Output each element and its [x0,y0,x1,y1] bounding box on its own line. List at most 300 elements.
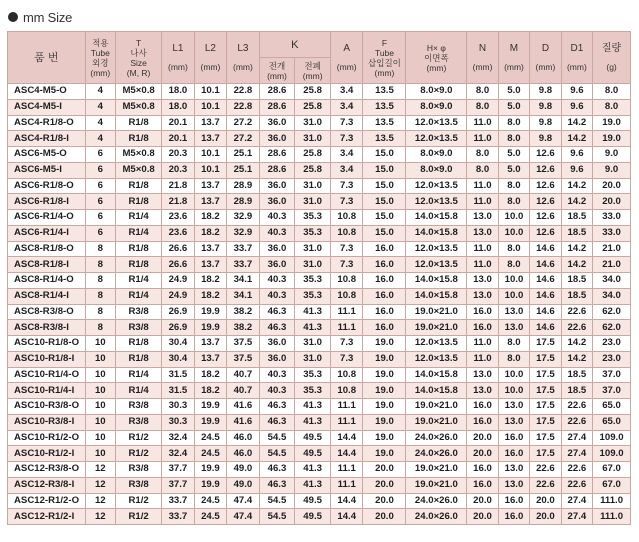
cell-weight: 8.0 [593,99,631,115]
cell-k-close: 35.3 [295,383,331,399]
header-tube-od: 적용 Tube 외경 (mm) [85,32,115,84]
cell-k-open: 28.6 [259,99,295,115]
cell-f: 15.0 [363,162,406,178]
cell-m: 16.0 [498,493,529,509]
cell-l2: 13.7 [194,336,227,352]
cell-l2: 18.2 [194,225,227,241]
cell-tube-od: 10 [85,383,115,399]
cell-m: 8.0 [498,194,529,210]
cell-tube-od: 8 [85,288,115,304]
cell-tube-od: 8 [85,273,115,289]
cell-d: 9.8 [530,99,561,115]
table-row [8,304,631,320]
cell-hxphi: 14.0×15.8 [406,288,467,304]
cell-d1: 14.2 [561,194,592,210]
cell-f: 19.0 [363,351,406,367]
table-row [8,162,631,178]
cell-l1: 33.7 [162,509,195,525]
cell-k-close: 41.3 [295,399,331,415]
cell-d1: 22.6 [561,399,592,415]
table-row [8,225,631,241]
cell-d: 12.6 [530,194,561,210]
cell-a: 11.1 [330,399,363,415]
cell-l2: 13.7 [194,115,227,131]
cell-n: 16.0 [467,414,498,430]
cell-d1: 9.6 [561,84,592,100]
cell-model: ASC6-R1/8-I [8,194,86,210]
cell-d: 17.5 [530,336,561,352]
cell-tube-od: 12 [85,462,115,478]
cell-a: 10.8 [330,210,363,226]
cell-thread-size: R1/4 [116,273,162,289]
cell-model: ASC10-R1/2-I [8,446,86,462]
cell-l3: 37.5 [227,336,260,352]
cell-model: ASC8-R3/8-I [8,320,86,336]
cell-d1: 27.4 [561,493,592,509]
cell-f: 19.0 [363,383,406,399]
cell-n: 13.0 [467,367,498,383]
table-row [8,147,631,163]
cell-tube-od: 10 [85,336,115,352]
cell-d: 12.6 [530,210,561,226]
cell-tube-od: 8 [85,241,115,257]
cell-k-close: 31.0 [295,241,331,257]
header-k-close: 전폐 (mm) [295,58,331,84]
cell-model: ASC10-R3/8-I [8,414,86,430]
cell-weight: 9.0 [593,147,631,163]
cell-a: 3.4 [330,84,363,100]
cell-k-close: 31.0 [295,351,331,367]
table-row [8,178,631,194]
cell-weight: 109.0 [593,430,631,446]
header-k-open: 전개 (mm) [259,58,295,84]
table-row [8,131,631,147]
cell-model: ASC6-M5-I [8,162,86,178]
cell-l3: 28.9 [227,194,260,210]
cell-k-open: 46.3 [259,414,295,430]
cell-d: 22.6 [530,462,561,478]
cell-f: 15.0 [363,194,406,210]
cell-hxphi: 19.0×21.0 [406,320,467,336]
cell-d1: 9.6 [561,162,592,178]
cell-weight: 67.0 [593,462,631,478]
cell-thread-size: R1/2 [116,446,162,462]
cell-a: 10.8 [330,225,363,241]
cell-l1: 30.4 [162,351,195,367]
cell-n: 8.0 [467,99,498,115]
cell-m: 16.0 [498,446,529,462]
cell-f: 16.0 [363,273,406,289]
table-row [8,414,631,430]
cell-m: 8.0 [498,351,529,367]
cell-l3: 22.8 [227,99,260,115]
cell-n: 13.0 [467,225,498,241]
cell-l1: 23.6 [162,210,195,226]
cell-f: 16.0 [363,288,406,304]
cell-tube-od: 6 [85,178,115,194]
cell-l3: 47.4 [227,509,260,525]
cell-tube-od: 10 [85,399,115,415]
cell-l1: 24.9 [162,273,195,289]
cell-d: 14.6 [530,241,561,257]
cell-tube-od: 6 [85,194,115,210]
cell-thread-size: R3/8 [116,320,162,336]
header-weight: 질량 (g) [593,32,631,84]
cell-l3: 40.7 [227,367,260,383]
cell-a: 10.8 [330,273,363,289]
cell-model: ASC8-R3/8-O [8,304,86,320]
cell-m: 5.0 [498,99,529,115]
cell-tube-od: 4 [85,84,115,100]
cell-l3: 38.2 [227,320,260,336]
cell-f: 13.5 [363,115,406,131]
cell-a: 3.4 [330,99,363,115]
cell-tube-od: 10 [85,414,115,430]
cell-weight: 33.0 [593,225,631,241]
cell-d1: 18.5 [561,383,592,399]
cell-d: 14.6 [530,320,561,336]
cell-k-close: 31.0 [295,194,331,210]
cell-k-open: 28.6 [259,147,295,163]
cell-a: 14.4 [330,446,363,462]
section-title [8,8,72,26]
cell-d: 12.6 [530,178,561,194]
cell-tube-od: 6 [85,210,115,226]
cell-m: 13.0 [498,320,529,336]
cell-hxphi: 12.0×13.5 [406,241,467,257]
table-row [8,210,631,226]
cell-l1: 31.5 [162,367,195,383]
cell-model: ASC8-R1/8-O [8,241,86,257]
cell-thread-size: R1/4 [116,210,162,226]
cell-hxphi: 14.0×15.8 [406,367,467,383]
cell-m: 10.0 [498,383,529,399]
cell-f: 19.0 [363,336,406,352]
cell-a: 10.8 [330,288,363,304]
cell-k-open: 36.0 [259,257,295,273]
cell-model: ASC6-R1/8-O [8,178,86,194]
cell-n: 11.0 [467,241,498,257]
cell-thread-size: R3/8 [116,462,162,478]
cell-l3: 22.8 [227,84,260,100]
cell-tube-od: 10 [85,367,115,383]
cell-n: 11.0 [467,131,498,147]
cell-a: 7.3 [330,351,363,367]
cell-n: 11.0 [467,194,498,210]
cell-d1: 22.6 [561,414,592,430]
cell-weight: 21.0 [593,241,631,257]
table-row [8,320,631,336]
cell-d: 17.5 [530,383,561,399]
cell-tube-od: 8 [85,320,115,336]
cell-m: 10.0 [498,210,529,226]
cell-l2: 19.9 [194,414,227,430]
cell-k-close: 31.0 [295,115,331,131]
cell-l3: 34.1 [227,288,260,304]
cell-l2: 19.9 [194,462,227,478]
cell-d: 9.8 [530,84,561,100]
cell-k-close: 41.3 [295,320,331,336]
cell-weight: 34.0 [593,288,631,304]
cell-l1: 20.1 [162,131,195,147]
cell-model: ASC4-M5-O [8,84,86,100]
cell-d1: 27.4 [561,509,592,525]
table-row [8,509,631,525]
cell-l2: 19.9 [194,320,227,336]
cell-m: 13.0 [498,399,529,415]
cell-hxphi: 8.0×9.0 [406,162,467,178]
cell-d1: 14.2 [561,131,592,147]
bullet-icon [8,12,18,22]
cell-m: 13.0 [498,477,529,493]
cell-l2: 18.2 [194,383,227,399]
cell-l2: 24.5 [194,509,227,525]
cell-n: 20.0 [467,446,498,462]
cell-tube-od: 6 [85,225,115,241]
cell-f: 16.0 [363,257,406,273]
cell-m: 13.0 [498,462,529,478]
cell-l1: 26.9 [162,320,195,336]
cell-model: ASC10-R1/8-O [8,336,86,352]
cell-k-open: 40.3 [259,383,295,399]
cell-k-close: 41.3 [295,414,331,430]
cell-l2: 19.9 [194,304,227,320]
table-row [8,351,631,367]
cell-tube-od: 10 [85,430,115,446]
cell-hxphi: 14.0×15.8 [406,210,467,226]
cell-weight: 67.0 [593,477,631,493]
cell-a: 7.3 [330,115,363,131]
cell-l1: 21.8 [162,178,195,194]
cell-tube-od: 6 [85,147,115,163]
cell-a: 7.3 [330,178,363,194]
header-d1: D1 (mm) [561,32,592,84]
cell-f: 20.0 [363,462,406,478]
cell-k-open: 40.3 [259,225,295,241]
cell-hxphi: 14.0×15.8 [406,225,467,241]
cell-n: 11.0 [467,351,498,367]
table-row [8,336,631,352]
cell-weight: 111.0 [593,509,631,525]
cell-d: 14.6 [530,304,561,320]
cell-thread-size: R1/8 [116,241,162,257]
cell-k-open: 40.3 [259,367,295,383]
table-row [8,257,631,273]
cell-hxphi: 19.0×21.0 [406,399,467,415]
cell-n: 16.0 [467,477,498,493]
cell-tube-od: 12 [85,477,115,493]
cell-tube-od: 6 [85,162,115,178]
section-title-text: mm Size [23,9,73,25]
cell-hxphi: 12.0×13.5 [406,194,467,210]
cell-a: 14.4 [330,493,363,509]
cell-d1: 22.6 [561,320,592,336]
cell-d: 22.6 [530,477,561,493]
cell-hxphi: 14.0×15.8 [406,273,467,289]
header-thread-size: T 나사 Size (M, R) [116,32,162,84]
table-row [8,383,631,399]
cell-l3: 41.6 [227,414,260,430]
cell-d: 17.5 [530,399,561,415]
header-m: M (mm) [498,32,529,84]
cell-f: 13.5 [363,84,406,100]
cell-l2: 10.1 [194,162,227,178]
cell-d1: 27.4 [561,430,592,446]
cell-k-open: 46.3 [259,320,295,336]
cell-l2: 19.9 [194,399,227,415]
cell-k-close: 31.0 [295,336,331,352]
cell-l2: 10.1 [194,84,227,100]
cell-hxphi: 12.0×13.5 [406,178,467,194]
cell-k-open: 46.3 [259,399,295,415]
cell-f: 16.0 [363,304,406,320]
cell-l1: 24.9 [162,288,195,304]
cell-thread-size: M5×0.8 [116,84,162,100]
cell-a: 7.3 [330,131,363,147]
cell-l3: 49.0 [227,477,260,493]
cell-n: 8.0 [467,162,498,178]
table-row [8,446,631,462]
cell-thread-size: R3/8 [116,477,162,493]
cell-l3: 27.2 [227,131,260,147]
cell-l2: 13.7 [194,257,227,273]
cell-a: 11.1 [330,477,363,493]
header-l1: L1 (mm) [162,32,195,84]
cell-thread-size: M5×0.8 [116,162,162,178]
cell-m: 10.0 [498,367,529,383]
cell-k-close: 25.8 [295,162,331,178]
cell-f: 19.0 [363,399,406,415]
cell-weight: 19.0 [593,131,631,147]
cell-weight: 8.0 [593,84,631,100]
cell-a: 11.1 [330,320,363,336]
cell-n: 11.0 [467,115,498,131]
cell-k-open: 46.3 [259,304,295,320]
cell-weight: 19.0 [593,115,631,131]
cell-thread-size: R1/4 [116,225,162,241]
cell-n: 13.0 [467,273,498,289]
cell-m: 8.0 [498,131,529,147]
cell-k-close: 35.3 [295,225,331,241]
cell-weight: 62.0 [593,320,631,336]
cell-thread-size: R1/8 [116,351,162,367]
cell-d: 12.6 [530,147,561,163]
cell-weight: 37.0 [593,383,631,399]
cell-k-open: 40.3 [259,288,295,304]
cell-d: 9.8 [530,115,561,131]
cell-l1: 37.7 [162,477,195,493]
cell-a: 7.3 [330,241,363,257]
cell-m: 16.0 [498,430,529,446]
cell-thread-size: R1/8 [116,178,162,194]
cell-a: 11.1 [330,414,363,430]
cell-weight: 34.0 [593,273,631,289]
cell-f: 15.0 [363,210,406,226]
cell-tube-od: 8 [85,304,115,320]
cell-d: 17.5 [530,414,561,430]
cell-model: ASC12-R1/2-O [8,493,86,509]
cell-f: 16.0 [363,320,406,336]
cell-l3: 32.9 [227,210,260,226]
cell-m: 5.0 [498,84,529,100]
cell-thread-size: R3/8 [116,304,162,320]
table-row [8,493,631,509]
cell-l1: 31.5 [162,383,195,399]
header-hxphi: H× φ 이면폭 (mm) [406,32,467,84]
cell-hxphi: 8.0×9.0 [406,99,467,115]
cell-l3: 25.1 [227,162,260,178]
cell-a: 10.8 [330,383,363,399]
cell-model: ASC10-R1/8-I [8,351,86,367]
cell-weight: 21.0 [593,257,631,273]
cell-thread-size: R1/4 [116,383,162,399]
cell-n: 11.0 [467,178,498,194]
cell-l3: 40.7 [227,383,260,399]
cell-hxphi: 24.0×26.0 [406,430,467,446]
cell-d1: 14.2 [561,336,592,352]
cell-l1: 26.6 [162,241,195,257]
cell-k-close: 25.8 [295,84,331,100]
cell-l1: 32.4 [162,430,195,446]
cell-l3: 25.1 [227,147,260,163]
cell-model: ASC4-R1/8-O [8,115,86,131]
cell-tube-od: 12 [85,493,115,509]
cell-d1: 18.5 [561,288,592,304]
cell-weight: 33.0 [593,210,631,226]
cell-model: ASC8-R1/8-I [8,257,86,273]
table-row [8,241,631,257]
cell-d1: 22.6 [561,477,592,493]
cell-n: 11.0 [467,257,498,273]
cell-d1: 14.2 [561,351,592,367]
cell-l1: 32.4 [162,446,195,462]
cell-n: 20.0 [467,430,498,446]
cell-thread-size: R1/8 [116,336,162,352]
cell-k-close: 25.8 [295,99,331,115]
cell-weight: 23.0 [593,351,631,367]
cell-n: 8.0 [467,84,498,100]
cell-f: 13.5 [363,131,406,147]
cell-d1: 14.2 [561,241,592,257]
cell-tube-od: 4 [85,99,115,115]
cell-d: 20.0 [530,493,561,509]
cell-thread-size: R1/8 [116,115,162,131]
cell-model: ASC4-R1/8-I [8,131,86,147]
cell-n: 16.0 [467,399,498,415]
header-l3: L3 (mm) [227,32,260,84]
cell-n: 16.0 [467,320,498,336]
cell-thread-size: R1/4 [116,288,162,304]
cell-l2: 24.5 [194,446,227,462]
cell-d: 14.6 [530,257,561,273]
cell-l3: 47.4 [227,493,260,509]
cell-m: 8.0 [498,336,529,352]
cell-thread-size: M5×0.8 [116,147,162,163]
cell-l3: 37.5 [227,351,260,367]
table-row [8,399,631,415]
cell-l3: 27.2 [227,115,260,131]
cell-n: 13.0 [467,383,498,399]
cell-d: 17.5 [530,446,561,462]
cell-thread-size: R1/2 [116,509,162,525]
cell-l2: 18.2 [194,210,227,226]
cell-thread-size: R1/4 [116,367,162,383]
cell-a: 14.4 [330,430,363,446]
cell-l2: 18.2 [194,288,227,304]
cell-d1: 14.2 [561,257,592,273]
cell-k-close: 35.3 [295,288,331,304]
cell-d1: 18.5 [561,210,592,226]
